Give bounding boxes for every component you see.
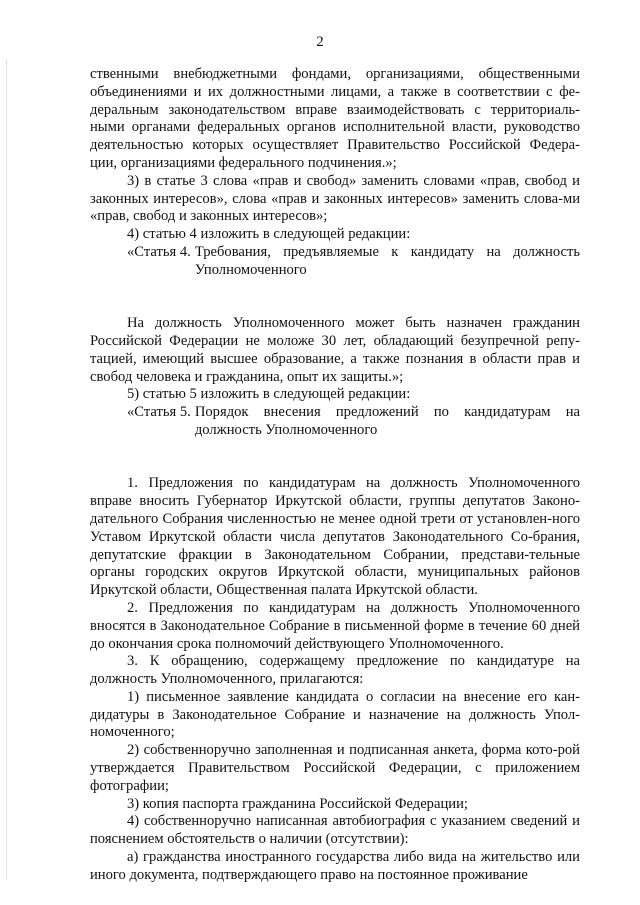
- paragraph-article-5-part-3: 3. К обращению, содержащему предложение по кандидатуре на должность Уполномоченного, прилагаются:: [90, 653, 580, 688]
- article-4-title: Требования, предъявляемые к кандидату на должность Уполномоченного: [194, 243, 580, 278]
- blank-line: [90, 440, 580, 458]
- list-item-4: 4) собственноручно написанная автобиография с указанием сведений и пояснением обстоятельств о наличии (отсутствии):: [90, 813, 580, 848]
- article-5-heading: [90, 404, 580, 440]
- article-4-heading: [90, 244, 580, 280]
- blank-line: [90, 280, 580, 298]
- document-body: [90, 66, 580, 885]
- article-4-label: «Статья 4.: [127, 243, 191, 260]
- paragraph-article-5-part-2: 2. Предложения по кандидатурам на должность Уполномоченного вносятся в Законодательное Собрание в письменной форме в течение 60 дней до окончания срока полномочий действующего Уполномоченного.: [90, 599, 580, 652]
- list-item-4a: а) гражданства иностранного государства либо вида на жительство или иного документа, подтверждающего право на постоянное проживание: [90, 849, 580, 883]
- list-item-3: 3) копия паспорта гражданина Российской Федерации;: [127, 795, 468, 812]
- article-5-label: «Статья 5.: [127, 404, 191, 421]
- page-number: 2: [316, 34, 324, 50]
- blank-line: [90, 297, 580, 315]
- list-item-2: 2) собственноручно заполненная и подписанная анкета, форма кото-рой утверждается Правительством Российской Федерации, с приложением фотографии;: [90, 742, 580, 794]
- paragraph-amendment-3: 3) в статье 3 слова «прав и свобод» заменить словами «прав, свобод и законных интересов», слова «прав и законных интересов» заменить слова-ми «прав, свобод и законных интересов»;: [90, 172, 580, 225]
- paragraph-article-5-part-1: 1. Предложения по кандидатурам на должность Уполномоченного вправе вносить Губернатор Иркутской области, группы депутатов Законо-дательного Собрания численностью не менее одной трети от установлен-ного Уставом Иркутской области числа депутатов Законодательного Со-брания, депутатские фракции в Законодательном Собрании, представи-тельные органы городских округов Иркутской области, муниципальных районов Иркутской области, Общественная палата Иркутской области.: [90, 475, 580, 599]
- blank-line: [90, 458, 580, 476]
- paragraph-amendment-4: 4) статью 4 изложить в следующей редакции:: [127, 226, 411, 243]
- article-5-title: Порядок внесения предложений по кандидатурам на должность Уполномоченного: [194, 404, 580, 438]
- paragraph-continuation: ственными внебюджетными фондами, организациями, общественными объединениями и их должностными лицами, а также в соответствии с фе-деральным законодательством вправе взаимодействовать с территориаль-ными органами федеральных органов исполнительной власти, руководство деятельностью которых осуществляет Правительство Российской Федера-ции, организациями федерального подчинения.»;: [90, 66, 580, 171]
- paragraph-amendment-5: 5) статью 5 изложить в следующей редакции:: [127, 386, 411, 403]
- paragraph-article-4-text: На должность Уполномоченного может быть назначен гражданин Российской Федерации не моложе 30 лет, обладающий безупречной репу-тацией, имеющий высшее образование, а также познания в области прав и свобод человека и гражданина, опыт их защиты.»;: [90, 315, 580, 385]
- list-item-1: 1) письменное заявление кандидата о согласии на внесение его кан-дидатуры в Законодательное Собрание и назначение на должность Упол-номоченного;: [90, 688, 580, 741]
- scan-margin-artifact: [6, 60, 9, 880]
